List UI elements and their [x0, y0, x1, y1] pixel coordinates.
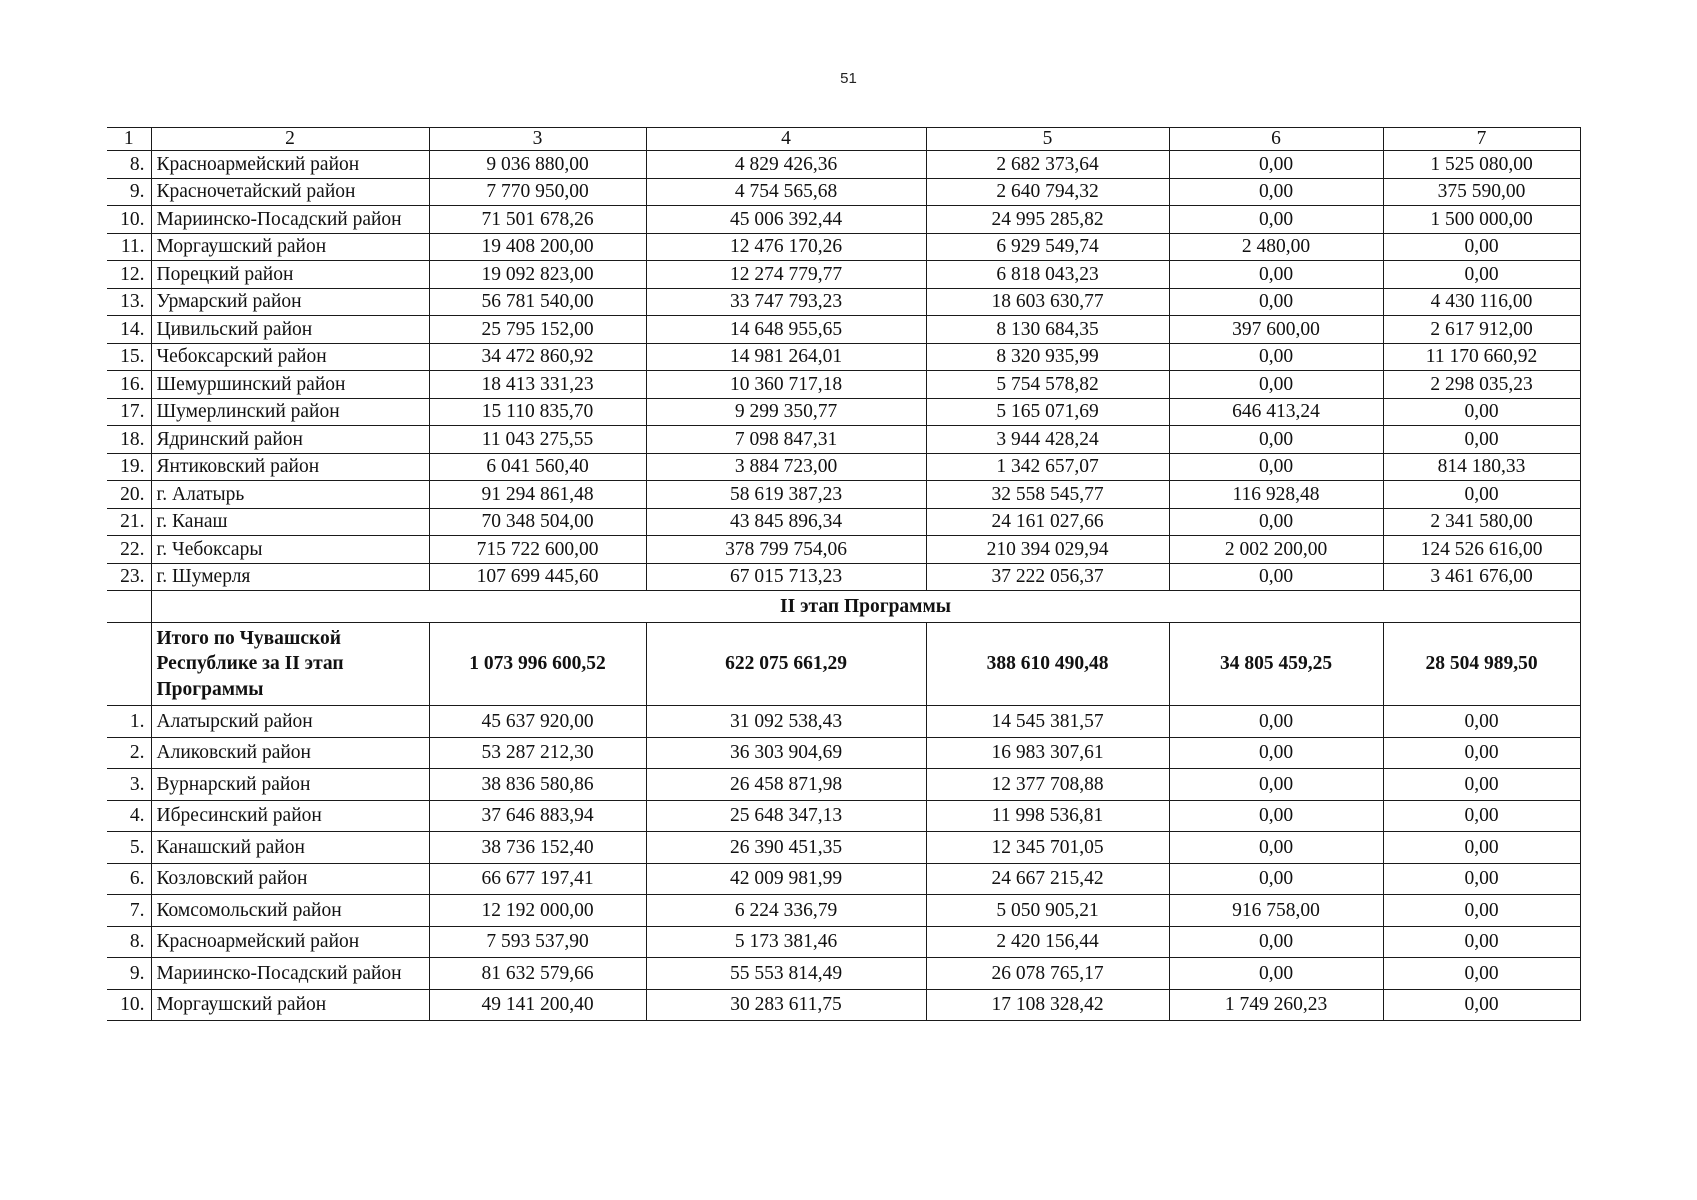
table-row — [107, 261, 1580, 289]
value-col-6: 0,00 — [1169, 926, 1383, 958]
value-col-5: 26 078 765,17 — [926, 958, 1169, 990]
value-col-6: 2 480,00 — [1169, 233, 1383, 261]
value-col-6: 0,00 — [1169, 371, 1383, 399]
value-col-4: 25 648 347,13 — [646, 800, 926, 832]
value-col-6: 0,00 — [1169, 706, 1383, 738]
value-col-7: 124 526 616,00 — [1383, 536, 1580, 564]
row-number: 8. — [107, 151, 151, 179]
value-col-5: 6 929 549,74 — [926, 233, 1169, 261]
data-table — [107, 127, 1581, 1021]
value-col-4: 43 845 896,34 — [646, 508, 926, 536]
value-col-6: 0,00 — [1169, 958, 1383, 990]
district-name: г. Канаш — [151, 508, 429, 536]
value-col-7: 0,00 — [1383, 737, 1580, 769]
value-col-4: 6 224 336,79 — [646, 895, 926, 927]
column-header: 2 — [151, 128, 429, 151]
value-col-5: 24 667 215,42 — [926, 863, 1169, 895]
value-col-7: 3 461 676,00 — [1383, 563, 1580, 591]
district-name: Урмарский район — [151, 288, 429, 316]
value-col-5: 2 640 794,32 — [926, 178, 1169, 206]
row-number: 10. — [107, 206, 151, 234]
value-col-4: 3 884 723,00 — [646, 453, 926, 481]
table-body — [107, 128, 1580, 1021]
empty-cell — [107, 591, 151, 623]
district-name: г. Чебоксары — [151, 536, 429, 564]
value-col-4: 26 458 871,98 — [646, 769, 926, 801]
value-col-7: 0,00 — [1383, 769, 1580, 801]
table-row — [107, 895, 1580, 927]
district-name: Козловский район — [151, 863, 429, 895]
value-col-6: 916 758,00 — [1169, 895, 1383, 927]
table-row — [107, 737, 1580, 769]
value-col-4: 4 754 565,68 — [646, 178, 926, 206]
value-col-3: 37 646 883,94 — [429, 800, 646, 832]
table-row — [107, 863, 1580, 895]
district-name: Аликовский район — [151, 737, 429, 769]
value-col-3: 45 637 920,00 — [429, 706, 646, 738]
value-col-6: 0,00 — [1169, 800, 1383, 832]
value-col-5: 16 983 307,61 — [926, 737, 1169, 769]
row-number: 18. — [107, 426, 151, 454]
value-col-4: 30 283 611,75 — [646, 989, 926, 1021]
row-number: 13. — [107, 288, 151, 316]
value-col-4: 55 553 814,49 — [646, 958, 926, 990]
value-col-3: 15 110 835,70 — [429, 398, 646, 426]
district-name: Чебоксарский район — [151, 343, 429, 371]
value-col-6: 0,00 — [1169, 261, 1383, 289]
row-number: 9. — [107, 958, 151, 990]
value-col-6: 646 413,24 — [1169, 398, 1383, 426]
value-col-5: 210 394 029,94 — [926, 536, 1169, 564]
district-name: Ибресинский район — [151, 800, 429, 832]
value-col-4: 4 829 426,36 — [646, 151, 926, 179]
table-row — [107, 989, 1580, 1021]
value-col-7: 0,00 — [1383, 832, 1580, 864]
table-row — [107, 316, 1580, 344]
row-number: 9. — [107, 178, 151, 206]
value-col-6: 397 600,00 — [1169, 316, 1383, 344]
value-col-5: 32 558 545,77 — [926, 481, 1169, 509]
value-col-3: 91 294 861,48 — [429, 481, 646, 509]
value-col-6: 0,00 — [1169, 508, 1383, 536]
page-number: 51 — [840, 70, 857, 87]
column-header: 3 — [429, 128, 646, 151]
value-col-7: 11 170 660,92 — [1383, 343, 1580, 371]
value-col-7: 0,00 — [1383, 233, 1580, 261]
value-col-7: 0,00 — [1383, 958, 1580, 990]
table-row — [107, 151, 1580, 179]
value-col-4: 58 619 387,23 — [646, 481, 926, 509]
value-col-4: 14 648 955,65 — [646, 316, 926, 344]
district-name: Комсомольский район — [151, 895, 429, 927]
row-number: 7. — [107, 895, 151, 927]
district-name: Красноармейский район — [151, 926, 429, 958]
value-col-3: 18 413 331,23 — [429, 371, 646, 399]
value-col-7: 814 180,33 — [1383, 453, 1580, 481]
value-col-6: 116 928,48 — [1169, 481, 1383, 509]
value-col-4: 12 476 170,26 — [646, 233, 926, 261]
row-number: 21. — [107, 508, 151, 536]
section-title: II этап Программы — [151, 591, 1580, 623]
row-number: 10. — [107, 989, 151, 1021]
district-name: Вурнарский район — [151, 769, 429, 801]
row-number: 17. — [107, 398, 151, 426]
table-row — [107, 958, 1580, 990]
column-header: 5 — [926, 128, 1169, 151]
total-value: 1 073 996 600,52 — [429, 623, 646, 706]
total-value: 388 610 490,48 — [926, 623, 1169, 706]
value-col-6: 0,00 — [1169, 206, 1383, 234]
value-col-5: 11 998 536,81 — [926, 800, 1169, 832]
value-col-4: 378 799 754,06 — [646, 536, 926, 564]
value-col-3: 56 781 540,00 — [429, 288, 646, 316]
column-header: 1 — [107, 128, 151, 151]
value-col-3: 19 408 200,00 — [429, 233, 646, 261]
value-col-4: 42 009 981,99 — [646, 863, 926, 895]
value-col-3: 38 836 580,86 — [429, 769, 646, 801]
value-col-4: 45 006 392,44 — [646, 206, 926, 234]
value-col-7: 0,00 — [1383, 261, 1580, 289]
row-number: 1. — [107, 706, 151, 738]
table-row — [107, 832, 1580, 864]
value-col-4: 5 173 381,46 — [646, 926, 926, 958]
value-col-3: 715 722 600,00 — [429, 536, 646, 564]
value-col-3: 9 036 880,00 — [429, 151, 646, 179]
value-col-5: 5 165 071,69 — [926, 398, 1169, 426]
value-col-3: 107 699 445,60 — [429, 563, 646, 591]
value-col-3: 81 632 579,66 — [429, 958, 646, 990]
value-col-3: 38 736 152,40 — [429, 832, 646, 864]
value-col-6: 0,00 — [1169, 426, 1383, 454]
value-col-6: 0,00 — [1169, 863, 1383, 895]
value-col-4: 10 360 717,18 — [646, 371, 926, 399]
total-row — [107, 623, 1580, 706]
value-col-4: 9 299 350,77 — [646, 398, 926, 426]
value-col-5: 24 995 285,82 — [926, 206, 1169, 234]
column-header: 6 — [1169, 128, 1383, 151]
value-col-4: 33 747 793,23 — [646, 288, 926, 316]
value-col-5: 18 603 630,77 — [926, 288, 1169, 316]
value-col-6: 0,00 — [1169, 563, 1383, 591]
district-name: Алатырский район — [151, 706, 429, 738]
value-col-6: 0,00 — [1169, 178, 1383, 206]
table-row — [107, 453, 1580, 481]
value-col-3: 34 472 860,92 — [429, 343, 646, 371]
district-name: Моргаушский район — [151, 233, 429, 261]
value-col-7: 2 298 035,23 — [1383, 371, 1580, 399]
value-col-5: 2 420 156,44 — [926, 926, 1169, 958]
district-name: Порецкий район — [151, 261, 429, 289]
value-col-5: 5 754 578,82 — [926, 371, 1169, 399]
value-col-6: 0,00 — [1169, 288, 1383, 316]
value-col-7: 0,00 — [1383, 895, 1580, 927]
value-col-5: 12 345 701,05 — [926, 832, 1169, 864]
value-col-3: 49 141 200,40 — [429, 989, 646, 1021]
table-row — [107, 206, 1580, 234]
row-number: 8. — [107, 926, 151, 958]
table-row — [107, 769, 1580, 801]
value-col-5: 14 545 381,57 — [926, 706, 1169, 738]
value-col-3: 19 092 823,00 — [429, 261, 646, 289]
table-row — [107, 178, 1580, 206]
value-col-5: 1 342 657,07 — [926, 453, 1169, 481]
value-col-7: 1 500 000,00 — [1383, 206, 1580, 234]
table-row — [107, 288, 1580, 316]
value-col-3: 11 043 275,55 — [429, 426, 646, 454]
value-col-3: 12 192 000,00 — [429, 895, 646, 927]
value-col-5: 24 161 027,66 — [926, 508, 1169, 536]
table-row — [107, 398, 1580, 426]
value-col-6: 1 749 260,23 — [1169, 989, 1383, 1021]
total-value: 28 504 989,50 — [1383, 623, 1580, 706]
value-col-6: 0,00 — [1169, 769, 1383, 801]
value-col-3: 7 593 537,90 — [429, 926, 646, 958]
value-col-4: 14 981 264,01 — [646, 343, 926, 371]
value-col-3: 71 501 678,26 — [429, 206, 646, 234]
value-col-6: 0,00 — [1169, 151, 1383, 179]
total-value: 622 075 661,29 — [646, 623, 926, 706]
row-number: 5. — [107, 832, 151, 864]
row-number: 16. — [107, 371, 151, 399]
row-number: 22. — [107, 536, 151, 564]
row-number: 20. — [107, 481, 151, 509]
row-number: 2. — [107, 737, 151, 769]
value-col-5: 8 130 684,35 — [926, 316, 1169, 344]
district-name: Шумерлинский район — [151, 398, 429, 426]
value-col-7: 1 525 080,00 — [1383, 151, 1580, 179]
empty-cell — [107, 623, 151, 706]
row-number: 23. — [107, 563, 151, 591]
column-header: 7 — [1383, 128, 1580, 151]
value-col-7: 2 617 912,00 — [1383, 316, 1580, 344]
value-col-6: 0,00 — [1169, 832, 1383, 864]
section-row — [107, 591, 1580, 623]
value-col-7: 0,00 — [1383, 481, 1580, 509]
table-row — [107, 800, 1580, 832]
value-col-7: 0,00 — [1383, 426, 1580, 454]
value-col-7: 2 341 580,00 — [1383, 508, 1580, 536]
row-number: 4. — [107, 800, 151, 832]
value-col-7: 0,00 — [1383, 706, 1580, 738]
total-label: Итого по Чувашской Республике за II этап Программы — [151, 623, 429, 706]
district-name: Красноармейский район — [151, 151, 429, 179]
value-col-7: 0,00 — [1383, 926, 1580, 958]
district-name: Моргаушский район — [151, 989, 429, 1021]
value-col-4: 31 092 538,43 — [646, 706, 926, 738]
table-row — [107, 706, 1580, 738]
value-col-7: 0,00 — [1383, 863, 1580, 895]
value-col-5: 6 818 043,23 — [926, 261, 1169, 289]
district-name: г. Алатырь — [151, 481, 429, 509]
value-col-3: 66 677 197,41 — [429, 863, 646, 895]
value-col-7: 0,00 — [1383, 800, 1580, 832]
district-name: Цивильский район — [151, 316, 429, 344]
table-row — [107, 563, 1580, 591]
value-col-5: 5 050 905,21 — [926, 895, 1169, 927]
value-col-3: 6 041 560,40 — [429, 453, 646, 481]
row-number: 14. — [107, 316, 151, 344]
value-col-7: 0,00 — [1383, 398, 1580, 426]
table-row — [107, 426, 1580, 454]
row-number: 11. — [107, 233, 151, 261]
value-col-6: 0,00 — [1169, 453, 1383, 481]
district-name: Ядринский район — [151, 426, 429, 454]
table-row — [107, 926, 1580, 958]
district-name: Янтиковский район — [151, 453, 429, 481]
row-number: 19. — [107, 453, 151, 481]
district-name: Мариинско-Посадский район — [151, 958, 429, 990]
value-col-5: 12 377 708,88 — [926, 769, 1169, 801]
value-col-4: 7 098 847,31 — [646, 426, 926, 454]
total-value: 34 805 459,25 — [1169, 623, 1383, 706]
value-col-5: 8 320 935,99 — [926, 343, 1169, 371]
value-col-4: 36 303 904,69 — [646, 737, 926, 769]
value-col-5: 37 222 056,37 — [926, 563, 1169, 591]
table-row — [107, 508, 1580, 536]
value-col-5: 2 682 373,64 — [926, 151, 1169, 179]
column-number-header-row — [107, 128, 1580, 151]
value-col-4: 12 274 779,77 — [646, 261, 926, 289]
value-col-5: 3 944 428,24 — [926, 426, 1169, 454]
table-row — [107, 371, 1580, 399]
value-col-3: 53 287 212,30 — [429, 737, 646, 769]
row-number: 6. — [107, 863, 151, 895]
value-col-7: 375 590,00 — [1383, 178, 1580, 206]
value-col-4: 67 015 713,23 — [646, 563, 926, 591]
value-col-4: 26 390 451,35 — [646, 832, 926, 864]
value-col-3: 25 795 152,00 — [429, 316, 646, 344]
row-number: 15. — [107, 343, 151, 371]
value-col-6: 2 002 200,00 — [1169, 536, 1383, 564]
value-col-6: 0,00 — [1169, 737, 1383, 769]
value-col-7: 0,00 — [1383, 989, 1580, 1021]
row-number: 12. — [107, 261, 151, 289]
table-row — [107, 481, 1580, 509]
column-header: 4 — [646, 128, 926, 151]
district-name: Красночетайский район — [151, 178, 429, 206]
table-row — [107, 536, 1580, 564]
value-col-7: 4 430 116,00 — [1383, 288, 1580, 316]
district-name: Шемуршинский район — [151, 371, 429, 399]
district-name: г. Шумерля — [151, 563, 429, 591]
value-col-3: 7 770 950,00 — [429, 178, 646, 206]
district-name: Канашский район — [151, 832, 429, 864]
table-row — [107, 233, 1580, 261]
district-name: Мариинско-Посадский район — [151, 206, 429, 234]
value-col-6: 0,00 — [1169, 343, 1383, 371]
value-col-5: 17 108 328,42 — [926, 989, 1169, 1021]
value-col-3: 70 348 504,00 — [429, 508, 646, 536]
row-number: 3. — [107, 769, 151, 801]
table-row — [107, 343, 1580, 371]
